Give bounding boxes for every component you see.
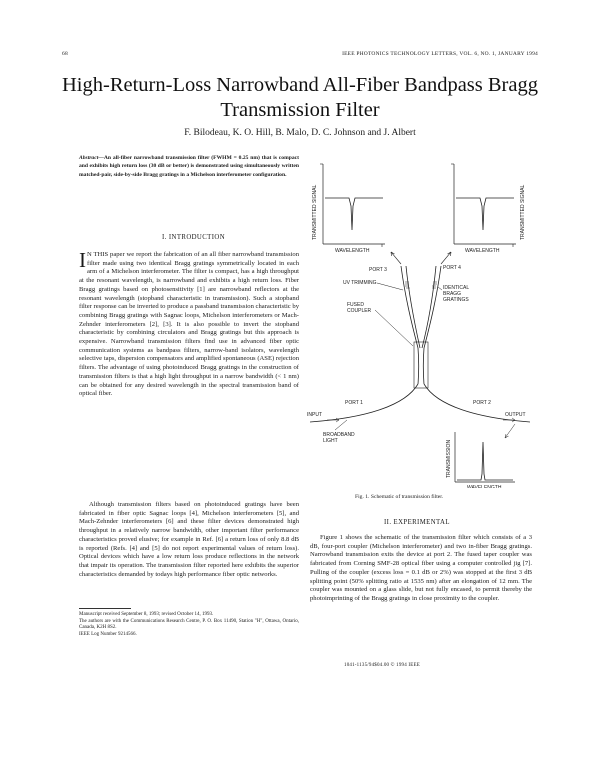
footnote-received: Manuscript received September 8, 1993; revised October 14, 1993.: [79, 612, 214, 617]
abstract-text: An all-fiber narrowband transmission filter (FWHM = 0.25 nm) that is compact and exhibits high return loss (30 dB or better) is demonstrated using simultaneously written matched-pair, side-by-side Bragg gratings in a Michelson interferometer configuration.: [79, 155, 299, 178]
transmission-label: TRANSMISSION: [446, 439, 452, 478]
uv-arrow: [377, 283, 403, 290]
wavelength-right-label: WAVELENGTH: [465, 248, 500, 254]
page-number: 68: [62, 51, 68, 57]
paper-title: High-Return-Loss Narrowband All-Fiber Bandpass Bragg Transmission Filter: [62, 74, 538, 121]
coupler-arrow: [375, 310, 413, 346]
port-3-label: PORT 3: [369, 267, 387, 273]
broadband-label: BROADBAND: [323, 432, 355, 438]
section-heading-experimental: II. EXPERIMENTAL: [384, 519, 450, 526]
bragg-gratings: [405, 282, 437, 288]
section-heading-introduction: I. INTRODUCTION: [162, 234, 226, 241]
output-label: OUTPUT: [505, 412, 526, 418]
light-label: LIGHT: [323, 438, 338, 444]
uv-trimming-label: UV TRIMMING: [343, 280, 377, 286]
port-1-label: PORT 1: [345, 400, 363, 406]
footnote-affiliation: The authors are with the Communications Research Centre, P. O. Box 11490, Station "H", Ottawa, Ontario, Canada, K2H 8S2.: [79, 618, 299, 630]
author-list: F. Bilodeau, K. O. Hill, B. Malo, D. C. Johnson and J. Albert: [184, 128, 416, 138]
gratings-arrow: [438, 287, 442, 290]
transmitted-left-label: TRANSMITTED SIGNAL: [312, 184, 318, 240]
fused-label: FUSED: [347, 302, 364, 308]
wavelength-left-label: WAVELENGTH: [335, 248, 370, 254]
footnote-log: IEEE Log Number 9214566.: [79, 631, 137, 637]
coupler-label: COUPLER: [347, 308, 372, 314]
output-arrows: [391, 252, 451, 264]
port-2-label: PORT 2: [473, 400, 491, 406]
intro-paragraph-1: IN THIS paper we report the fabrication of an all fiber narrowband transmission filter made using two identical Bragg gratings symmetrically located in each arm of a Michelson interferometer. The filter is compact, has a high throughput at the resonant wavelength, is narrowband and exhibits a high return loss. Fiber Bragg gratings based on photosensitivity [1] are narrowband reflectors at the resonant wavelength (stopband characteristic in transmission). Such a stopband filter response can be inverted to produce a passband transmission characteristic by combining Bragg gratings with Sagnac loops, Michelson interferometers or Mach-Zehnder interferometers [2], [3]. It is also possible to invert the stopband characteristic by combining circulators and Bragg gratings but this approach is expensive. Narrowband transmission filters find use in advanced fiber optic communication systems as bandpass filters, narrow-band isolators, wavelength selective taps, dispersion compensators and amplified spontaneous (ASE) rejection filters. The advantage of using photoinduced Bragg gratings in the construction of transmission filters is that a high light throughput in a narrow bandwidth (< 1 nm) can be obtained for any desired wavelength in the spectral transmission band of optical fiber.: [79, 248, 299, 398]
fiber-arms: [310, 266, 530, 422]
fused-coupler: [414, 342, 428, 388]
abstract-label: Abstract—: [79, 155, 104, 161]
wavelength-bottom-label: WAVELENGTH: [467, 485, 502, 488]
output-arrow: [503, 418, 515, 422]
figure-schematic: [305, 156, 535, 488]
input-arrow: [327, 418, 339, 422]
experimental-paragraph-1: Figure 1 shows the schematic of the transmission filter which consists of a 3 dB, four-port coupler (Michelson interferometer) and two in-fiber Bragg gratings. Narrowband transmission exits the device at port 2. The fused taper coupler was fabricated from Corning SMF-28 optical fiber using a computer controlled jig [7]. Pulling of the coupler (excess loss = 0.1 dB or 2%) was stopped at the first 3 dB splitting point (50% splitting ratio at 1535 nm) after an elongation of 12 mm. The coupler was mounted on a glass slide, but not fully encased, to permit thereby the photoimprinting of the Bragg gratings in close proximity to the coupler.: [310, 534, 532, 602]
intro-paragraph-2: Although transmission filters based on photoinduced gratings have been fabricated in fiber optic Sagnac loops [4], Michelson interferometers [5], and Mach-Zehnder interferometers [6] and these filter devices demonstrated high throughput in a relatively narrow bandwidth, other important filter performance characteristics proved elusive; for example in Ref. [6] a return loss of only 8.8 dB is reported (Refs. [4] and [5] do not report experimental values of return loss). Optical devices which have a low return loss produce reflections in the network that impair its operation. The transmission filter reported here exhibits the superior characteristics demanded by todays high performance fiber optic networks.: [79, 501, 299, 578]
copyright-line: 1041-1135/94$04.00 © 1994 IEEE: [344, 663, 420, 668]
footnote-rule: [79, 608, 131, 609]
identical-label: IDENTICAL: [443, 285, 470, 291]
abstract: [79, 154, 299, 179]
input-label: INPUT: [307, 412, 322, 418]
inset-transmission: [446, 432, 515, 488]
gratings-label: GRATINGS: [443, 297, 469, 303]
figure-caption: Fig. 1. Schematic of transmission filter.: [355, 494, 444, 500]
transmission-arrow: [505, 424, 515, 438]
inset-transmitted-right: [451, 164, 526, 254]
inset-transmitted-left: [312, 164, 385, 254]
transmitted-right-label: TRANSMITTED SIGNAL: [520, 184, 526, 240]
journal-header: IEEE PHOTONICS TECHNOLOGY LETTERS, VOL. 6, NO. 1, JANUARY 1994: [342, 51, 538, 57]
port-4-label: PORT 4: [443, 265, 461, 271]
footnote: [79, 612, 299, 638]
bragg-label: BRAGG: [443, 291, 462, 297]
